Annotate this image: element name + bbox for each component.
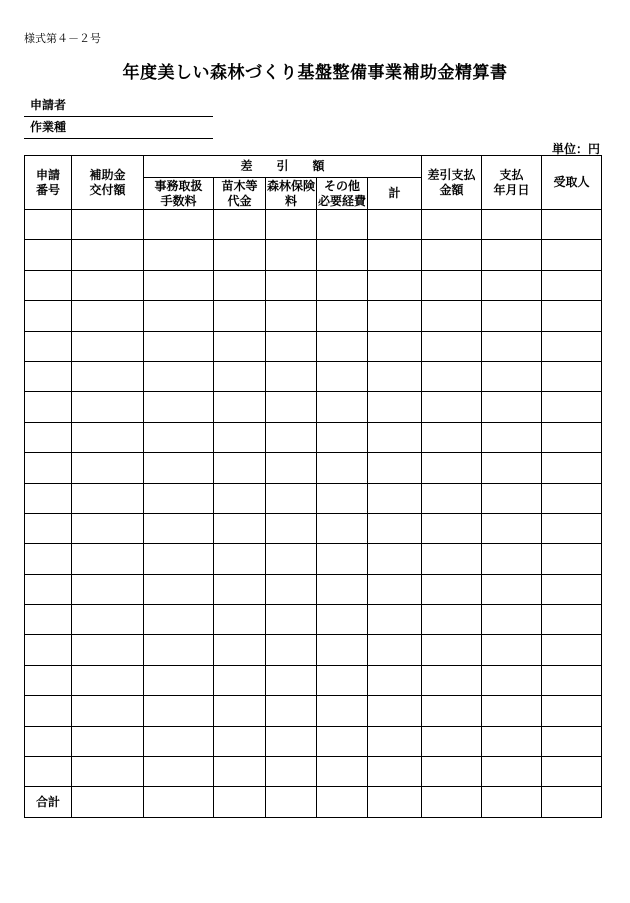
table-cell[interactable]: [266, 392, 317, 422]
table-cell[interactable]: [266, 483, 317, 513]
table-cell[interactable]: [317, 696, 368, 726]
table-row: [25, 453, 602, 483]
table-cell[interactable]: [317, 635, 368, 665]
table-cell[interactable]: [25, 392, 72, 422]
table-cell[interactable]: [144, 665, 214, 695]
table-cell[interactable]: [266, 240, 317, 270]
table-cell[interactable]: [482, 757, 542, 787]
header-admin-fee: 事務取扱 手数料: [144, 178, 214, 210]
table-cell[interactable]: [542, 392, 602, 422]
total-cell[interactable]: [482, 787, 542, 817]
table-cell[interactable]: [368, 757, 422, 787]
table-cell[interactable]: [266, 422, 317, 452]
table-cell[interactable]: [422, 544, 482, 574]
table-cell[interactable]: [266, 757, 317, 787]
table-cell[interactable]: [317, 392, 368, 422]
header-forest-insurance: 森林保険 料: [266, 178, 315, 208]
table-cell[interactable]: [317, 210, 368, 240]
table-cell[interactable]: [542, 210, 602, 240]
table-cell[interactable]: [144, 696, 214, 726]
table-cell[interactable]: [317, 453, 368, 483]
header-recipient: 受取人: [542, 156, 602, 210]
table-cell[interactable]: [482, 331, 542, 361]
table-cell[interactable]: [25, 361, 72, 391]
total-cell[interactable]: [422, 787, 482, 817]
table-cell[interactable]: [482, 392, 542, 422]
header-subsidy-amount: 補助金 交付額: [72, 156, 144, 210]
table-cell[interactable]: [542, 665, 602, 695]
table-cell[interactable]: [317, 301, 368, 331]
table-cell[interactable]: [144, 726, 214, 756]
table-cell[interactable]: [368, 544, 422, 574]
table-cell[interactable]: [72, 301, 144, 331]
table-row: [25, 331, 602, 361]
table-cell[interactable]: [482, 513, 542, 543]
table-cell[interactable]: [144, 574, 214, 604]
table-cell[interactable]: [482, 696, 542, 726]
table-cell[interactable]: [25, 301, 72, 331]
table-cell[interactable]: [144, 301, 214, 331]
table-cell[interactable]: [482, 453, 542, 483]
table-cell[interactable]: [144, 210, 214, 240]
table-row: [25, 665, 602, 695]
table-row: [25, 757, 602, 787]
table-cell[interactable]: [72, 665, 144, 695]
table-cell[interactable]: [266, 665, 317, 695]
table-cell[interactable]: [72, 422, 144, 452]
settlement-table: [24, 155, 602, 818]
table-cell[interactable]: [25, 635, 72, 665]
table-cell[interactable]: [144, 544, 214, 574]
table-cell[interactable]: [214, 696, 266, 726]
table-cell[interactable]: [368, 726, 422, 756]
table-cell[interactable]: [72, 453, 144, 483]
table-row: [25, 574, 602, 604]
table-cell[interactable]: [25, 696, 72, 726]
table-cell[interactable]: [482, 240, 542, 270]
table-cell[interactable]: [144, 392, 214, 422]
table-cell[interactable]: [266, 210, 317, 240]
table-cell[interactable]: [422, 605, 482, 635]
table-cell[interactable]: [482, 665, 542, 695]
header-payment-date: 支払 年月日: [482, 156, 542, 210]
table-cell[interactable]: [72, 210, 144, 240]
applicant-field[interactable]: [24, 96, 213, 117]
table-cell[interactable]: [214, 483, 266, 513]
table-cell[interactable]: [214, 301, 266, 331]
total-cell[interactable]: [144, 787, 214, 817]
table-cell[interactable]: [266, 331, 317, 361]
table-cell[interactable]: [542, 301, 602, 331]
table-cell[interactable]: [368, 331, 422, 361]
table-cell[interactable]: [214, 574, 266, 604]
table-cell[interactable]: [25, 605, 72, 635]
table-cell[interactable]: [482, 422, 542, 452]
table-cell[interactable]: [25, 453, 72, 483]
table-cell[interactable]: [214, 361, 266, 391]
table-cell[interactable]: [482, 270, 542, 300]
table-row: [25, 392, 602, 422]
table-cell[interactable]: [25, 331, 72, 361]
table-cell[interactable]: [542, 544, 602, 574]
table-cell[interactable]: [317, 422, 368, 452]
table-row: [25, 635, 602, 665]
table-cell[interactable]: [214, 453, 266, 483]
table-cell[interactable]: [368, 665, 422, 695]
table-cell[interactable]: [72, 483, 144, 513]
table-cell[interactable]: [72, 392, 144, 422]
document-title: 年度美しい森林づくり基盤整備事業補助金精算書: [122, 63, 508, 83]
table-cell[interactable]: [368, 240, 422, 270]
table-row: [25, 301, 602, 331]
table-cell[interactable]: [422, 574, 482, 604]
table-row: [25, 483, 602, 513]
table-cell[interactable]: [72, 635, 144, 665]
table-cell[interactable]: [317, 331, 368, 361]
table-cell[interactable]: [542, 361, 602, 391]
table-cell[interactable]: [317, 605, 368, 635]
table-cell[interactable]: [422, 453, 482, 483]
table-cell[interactable]: [317, 361, 368, 391]
table-cell[interactable]: [368, 361, 422, 391]
table-cell[interactable]: [214, 422, 266, 452]
table-cell[interactable]: [422, 331, 482, 361]
table-cell[interactable]: [72, 270, 144, 300]
table-cell[interactable]: [144, 453, 214, 483]
table-cell[interactable]: [542, 726, 602, 756]
table-row: [25, 513, 602, 543]
table-cell[interactable]: [25, 726, 72, 756]
table-row: [25, 240, 602, 270]
table-cell[interactable]: [266, 574, 317, 604]
table-cell[interactable]: [368, 453, 422, 483]
table-cell[interactable]: [214, 210, 266, 240]
table-cell[interactable]: [72, 696, 144, 726]
table-cell[interactable]: [542, 270, 602, 300]
header-deduction-group: 差 引 額: [144, 156, 422, 178]
table-cell[interactable]: [25, 574, 72, 604]
table-cell[interactable]: [266, 513, 317, 543]
table-cell[interactable]: [317, 726, 368, 756]
table-cell[interactable]: [266, 726, 317, 756]
table-cell[interactable]: [144, 331, 214, 361]
table-cell[interactable]: [266, 635, 317, 665]
table-cell[interactable]: [368, 210, 422, 240]
table-cell[interactable]: [422, 301, 482, 331]
table-cell[interactable]: [266, 605, 317, 635]
table-cell[interactable]: [422, 483, 482, 513]
table-cell[interactable]: [542, 422, 602, 452]
table-cell[interactable]: [72, 331, 144, 361]
table-cell[interactable]: [542, 574, 602, 604]
table-cell[interactable]: [72, 574, 144, 604]
table-cell[interactable]: [482, 301, 542, 331]
table-cell[interactable]: [482, 605, 542, 635]
table-cell[interactable]: [368, 422, 422, 452]
table-row: [25, 210, 602, 240]
table-cell[interactable]: [422, 240, 482, 270]
table-cell[interactable]: [542, 513, 602, 543]
table-cell[interactable]: [214, 665, 266, 695]
table-cell[interactable]: [266, 696, 317, 726]
table-cell[interactable]: [482, 544, 542, 574]
header-application-number: 申請 番号: [25, 156, 72, 210]
table-row: [25, 422, 602, 452]
table-cell[interactable]: [214, 270, 266, 300]
header-other-expenses: その他 必要経費: [317, 178, 366, 208]
table-cell[interactable]: [422, 361, 482, 391]
table-cell[interactable]: [72, 605, 144, 635]
table-cell[interactable]: [422, 422, 482, 452]
table-cell[interactable]: [266, 301, 317, 331]
table-cell[interactable]: [542, 453, 602, 483]
table-cell[interactable]: [266, 453, 317, 483]
table-cell[interactable]: [422, 757, 482, 787]
table-cell[interactable]: [25, 544, 72, 574]
table-cell[interactable]: [25, 757, 72, 787]
table-cell[interactable]: [422, 665, 482, 695]
table-cell[interactable]: [144, 483, 214, 513]
table-cell[interactable]: [266, 361, 317, 391]
table-cell[interactable]: [368, 605, 422, 635]
table-cell[interactable]: [144, 757, 214, 787]
total-cell[interactable]: [542, 787, 602, 817]
table-cell[interactable]: [144, 361, 214, 391]
unit-label: 単位：円: [551, 142, 600, 156]
table-cell[interactable]: [317, 483, 368, 513]
table-cell[interactable]: [542, 240, 602, 270]
table-cell[interactable]: [72, 726, 144, 756]
table-cell[interactable]: [368, 270, 422, 300]
applicant-label: 申請者: [30, 98, 67, 112]
table-row: [25, 726, 602, 756]
table-cell[interactable]: [422, 513, 482, 543]
table-cell[interactable]: [317, 665, 368, 695]
table-cell[interactable]: [266, 544, 317, 574]
table-cell[interactable]: [368, 574, 422, 604]
table-cell[interactable]: [422, 726, 482, 756]
table-row: [25, 544, 602, 574]
table-cell[interactable]: [482, 210, 542, 240]
table-cell[interactable]: [368, 392, 422, 422]
table-cell[interactable]: [482, 574, 542, 604]
table-cell[interactable]: [214, 544, 266, 574]
table-cell[interactable]: [317, 574, 368, 604]
header-subtotal: 計: [368, 178, 422, 210]
table-cell[interactable]: [72, 757, 144, 787]
table-cell[interactable]: [144, 513, 214, 543]
header-net-payment: 差引支払 金額: [422, 156, 482, 210]
table-row: [25, 361, 602, 391]
table-cell[interactable]: [368, 483, 422, 513]
table-cell[interactable]: [422, 696, 482, 726]
table-cell[interactable]: [214, 513, 266, 543]
table-cell[interactable]: [25, 270, 72, 300]
table-cell[interactable]: [144, 240, 214, 270]
table-cell[interactable]: [317, 513, 368, 543]
table-cell[interactable]: [144, 270, 214, 300]
table-cell[interactable]: [422, 270, 482, 300]
table-cell[interactable]: [72, 513, 144, 543]
table-cell[interactable]: [214, 757, 266, 787]
table-cell[interactable]: [214, 635, 266, 665]
table-cell[interactable]: [542, 696, 602, 726]
table-cell[interactable]: [368, 635, 422, 665]
table-cell[interactable]: [72, 544, 144, 574]
table-cell[interactable]: [25, 422, 72, 452]
work-type-field[interactable]: [24, 118, 213, 139]
table-cell[interactable]: [214, 392, 266, 422]
table-cell[interactable]: [25, 210, 72, 240]
total-cell[interactable]: [214, 787, 266, 817]
table-cell[interactable]: [25, 240, 72, 270]
total-cell[interactable]: [317, 787, 368, 817]
table-cell[interactable]: [368, 513, 422, 543]
total-label: 合計: [25, 787, 72, 817]
table-row: [25, 696, 602, 726]
table-cell[interactable]: [422, 635, 482, 665]
table-cell[interactable]: [482, 726, 542, 756]
table-cell[interactable]: [482, 483, 542, 513]
table-row: [25, 270, 602, 300]
table-cell[interactable]: [144, 422, 214, 452]
table-cell[interactable]: [368, 301, 422, 331]
table-cell[interactable]: [25, 483, 72, 513]
table-cell[interactable]: [482, 361, 542, 391]
table-cell[interactable]: [144, 635, 214, 665]
table-cell[interactable]: [368, 696, 422, 726]
table-cell[interactable]: [317, 757, 368, 787]
table-row: [25, 605, 602, 635]
table-cell[interactable]: [214, 240, 266, 270]
table-cell[interactable]: [422, 210, 482, 240]
table-cell[interactable]: [214, 605, 266, 635]
table-cell[interactable]: [317, 544, 368, 574]
table-cell[interactable]: [482, 635, 542, 665]
table-cell[interactable]: [144, 605, 214, 635]
total-cell[interactable]: [368, 787, 422, 817]
table-cell[interactable]: [422, 392, 482, 422]
table-cell[interactable]: [214, 726, 266, 756]
table-cell[interactable]: [72, 361, 144, 391]
table-cell[interactable]: [214, 331, 266, 361]
table-cell[interactable]: [542, 635, 602, 665]
table-cell[interactable]: [266, 270, 317, 300]
table-cell[interactable]: [542, 605, 602, 635]
header-row-top: [25, 156, 602, 178]
total-cell[interactable]: [266, 787, 317, 817]
form-number: 様式第４－２号: [24, 32, 101, 45]
table-cell[interactable]: [72, 240, 144, 270]
total-cell[interactable]: [72, 787, 144, 817]
header-seedling-cost: 苗木等 代金: [214, 178, 266, 210]
table-cell[interactable]: [25, 513, 72, 543]
total-row: [25, 787, 602, 817]
table-cell[interactable]: [25, 665, 72, 695]
table-cell[interactable]: [317, 240, 368, 270]
table-cell[interactable]: [542, 331, 602, 361]
table-cell[interactable]: [542, 757, 602, 787]
table-cell[interactable]: [542, 483, 602, 513]
table-cell[interactable]: [317, 270, 368, 300]
work-type-label: 作業種: [30, 120, 67, 134]
